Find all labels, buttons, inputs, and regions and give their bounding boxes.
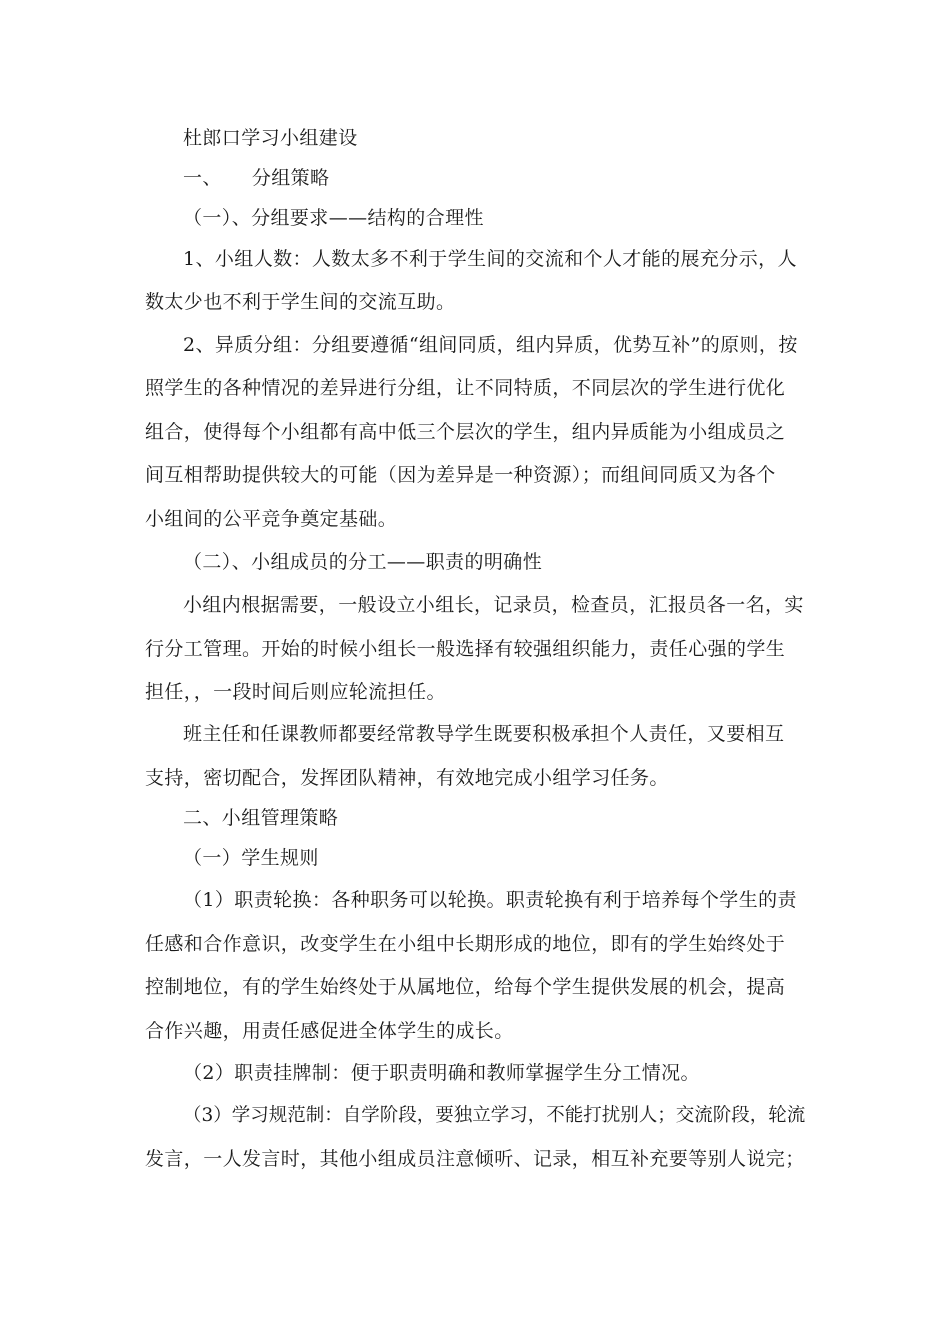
section1-sub2-heading: （二）、小组成员的分工——职责的明确性: [183, 551, 543, 573]
section2-heading: 二、小组管理策略: [183, 807, 339, 829]
r3-line2: 发言，一人发言时，其他小组成员注意倾听、记录，相互补充要等别人说完；: [145, 1148, 805, 1170]
r1-line3: 控制地位，有的学生始终处于从属地位，给每个学生提供发展的机会，提高: [145, 976, 786, 998]
r1-line4: 合作兴趣，用责任感促进全体学生的成长。: [145, 1020, 514, 1042]
p4-line1: 班主任和任课教师都要经常教导学生既要积极承担个人责任，又要相互: [183, 723, 785, 745]
document-title: 杜郎口学习小组建设: [183, 127, 358, 149]
p1-line1: 1、小组人数：人数太多不利于学生间的交流和个人才能的展充分示，人: [183, 248, 797, 270]
p2-line2: 照学生的各种情况的差异进行分组，让不同特质，不同层次的学生进行优化: [145, 377, 786, 399]
p2-line3: 组合，使得每个小组都有高中低三个层次的学生，组内异质能为小组成员之: [145, 421, 786, 443]
r1-line2: 任感和合作意识，改变学生在小组中长期形成的地位，即有的学生始终处于: [145, 933, 786, 955]
section1-heading-number: 一、: [183, 167, 222, 189]
p2-line5: 小组间的公平竞争奠定基础。: [145, 508, 398, 530]
p3-line2: 行分工管理。开始的时候小组长一般选择有较强组织能力，责任心强的学生: [145, 638, 786, 660]
section2-sub1-heading: （一）学生规则: [183, 847, 319, 869]
p2-line1: 2、异质分组：分组要遵循“组间同质，组内异质，优势互补”的原则，按: [183, 334, 798, 356]
p1-line2: 数太少也不利于学生间的交流互助。: [145, 291, 456, 313]
p3-line1: 小组内根据需要，一般设立小组长，记录员，检查员，汇报员各一名，实: [183, 594, 804, 616]
r1-line1: （1）职责轮换：各种职务可以轮换。职责轮换有利于培养每个学生的责: [183, 889, 797, 911]
section1-sub1-heading: （一）、分组要求——结构的合理性: [183, 207, 484, 229]
r2-line1: （2）职责挂牌制：便于职责明确和教师掌握学生分工情况。: [183, 1062, 700, 1084]
p3-line3: 担任，，一段时间后则应轮流担任。: [145, 681, 446, 703]
p2-line4: 间互相帮助提供较大的可能（因为差异是一种资源）；而组间同质又为各个: [145, 464, 776, 486]
p4-line2: 支持，密切配合，发挥团队精神，有效地完成小组学习任务。: [145, 767, 669, 789]
section1-heading-text: 分组策略: [251, 167, 330, 189]
section1-heading: [183, 166, 329, 190]
r3-line1: （3）学习规范制：自学阶段，要独立学习，不能打扰别人；交流阶段，轮流: [183, 1105, 806, 1126]
